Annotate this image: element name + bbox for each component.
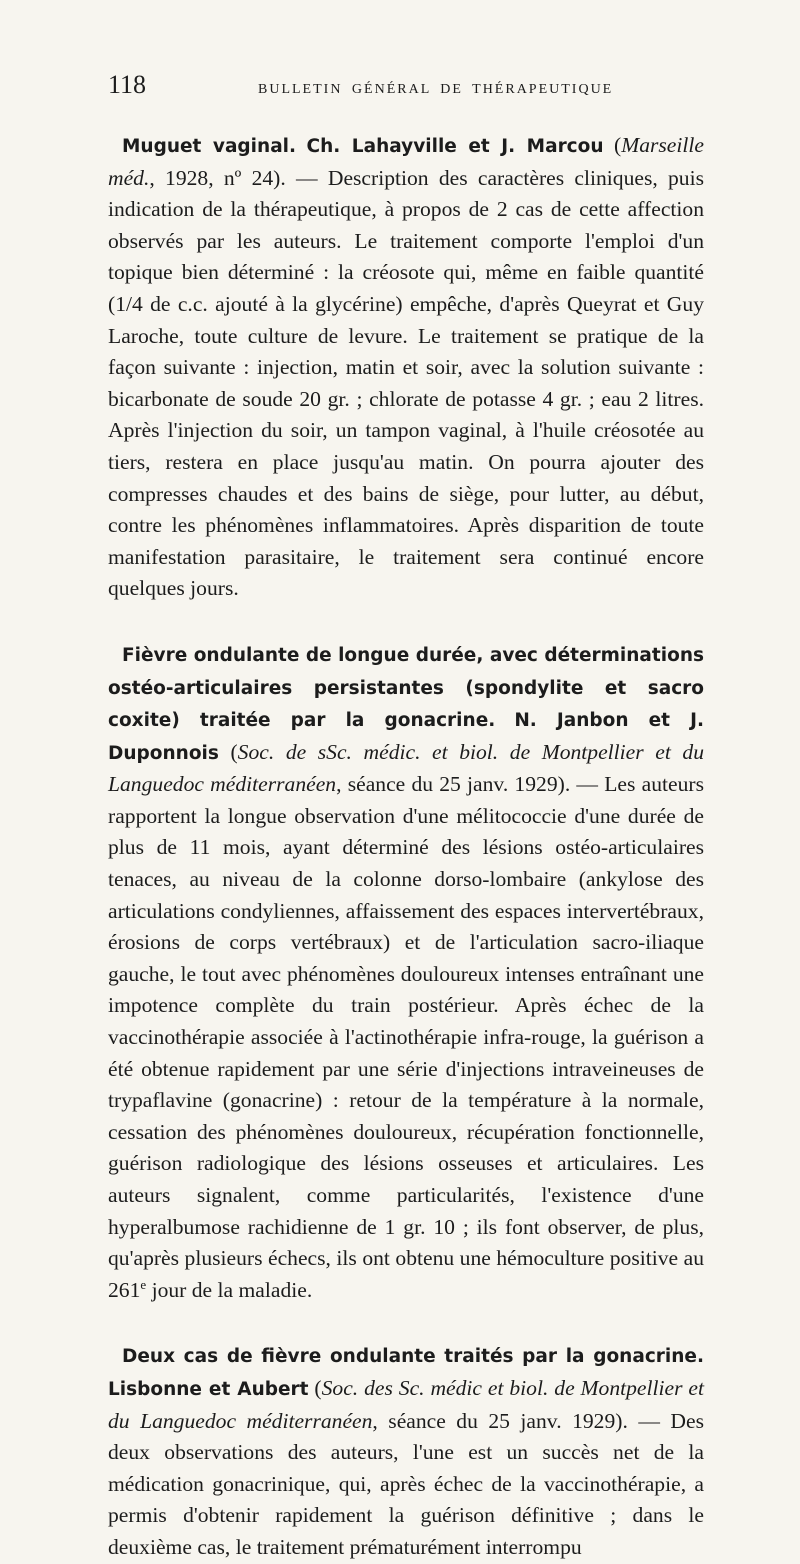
abstract-fievre-ondulante-longue-duree bbox=[108, 639, 704, 1306]
source-open: ( bbox=[314, 1375, 322, 1400]
running-header bbox=[108, 70, 704, 110]
article-citation: , séance du 25 janv. 1929). bbox=[336, 772, 571, 797]
journal-title: BULLETIN GÉNÉRAL DE THÉRAPEUTIQUE bbox=[258, 82, 614, 97]
article-body-end: jour de la maladie. bbox=[146, 1277, 313, 1302]
article-citation: , séance du 25 janv. 1929). bbox=[372, 1408, 628, 1433]
article-source: Soc. des Sc. médic et biol. de Montpellier et du Languedoc méditerranéen bbox=[108, 1375, 704, 1433]
article-source: Soc. de sSc. médic. et biol. de Montpellier et du Languedoc méditerranéen bbox=[108, 739, 704, 797]
abstract-muguet-vaginal bbox=[108, 130, 704, 605]
source-open: ( bbox=[614, 133, 622, 157]
page-number: 118 bbox=[108, 70, 147, 99]
article-authors: Ch. Lahayville et J. Marcou bbox=[306, 136, 604, 157]
article-title: Muguet vaginal. bbox=[122, 136, 297, 157]
source-open: ( bbox=[230, 739, 238, 764]
article-body: — Description des caractères cliniques, puis indication de la thérapeutique, à propos de 2 cas de cette affection observés par les auteurs. Le traitement comporte l'emploi d'un topique bien déterminé : la créosote qui, même en faible quantité (1/4 de c.c. ajouté à la glycérine) empêche, d'après Queyrat et Guy Laroche, toute culture de levure. Le traitement se pratique de la façon suivante : injection, matin et soir, avec la solution suivante : bicarbonate de soude 20 gr. ; chlorate de potasse 4 gr. ; eau 2 litres. Après l'injection du soir, un tampon vaginal, à l'huile créosotée au tiers, restera en place jusqu'au matin. On pourra ajouter des compresses chaudes et des bains de siège, pour lutter, au début, contre les phénomènes inflammatoires. Après disparition de toute manifestation parasitaire, le traitement sera continué encore quelques jours. bbox=[108, 165, 704, 601]
abstract-deux-cas-fievre-ondulante bbox=[108, 1340, 704, 1563]
abstract-paragraph bbox=[108, 1340, 704, 1563]
article-title: Fièvre ondulante de longue durée, avec déterminations ostéo-articulaires persistantes (spondylite et sacro coxite) traitée par la gonacrine. bbox=[108, 644, 704, 732]
article-body: — Les auteurs rapportent la longue observation d'une mélitococcie d'une durée de plus de 11 mois, ayant déterminé des lésions ostéo-articulaires tenaces, au niveau de la colonne dorso-lombaire (ankylose des articulations condyliennes, affaissement des espaces intervertébraux, érosions de corps vertébraux) et de l'articulation sacro-iliaque gauche, le tout avec phénomènes douloureux intenses entraînant une impotence complète du train postérieur. Après échec de la vaccinothérapie associée à l'actinothérapie infra-rouge, la guérison a été obtenue rapidement par une série d'injections intraveineuses de trypaflavine (gonacrine) : retour de la température à la normale, cessation des phénomènes douloureux, récupération fonctionnelle, guérison radiologique des lésions osseuses et articulaires. Les auteurs signalent, comme particularités, l'existence d'une hyperalbumose rachidienne de 1 gr. 10 ; ils font observer, de plus, qu'après plusieurs échecs, ils ont obtenu une hémoculture positive au bbox=[108, 772, 704, 1271]
article-authors: Lisbonne et Aubert bbox=[108, 1378, 309, 1400]
article-title: Deux cas de fièvre ondulante traités par la gonacrine. bbox=[122, 1346, 704, 1368]
article-body-superscript: e bbox=[140, 1276, 147, 1292]
article-source: Marseille méd. bbox=[108, 133, 704, 190]
article-authors: N. Janbon et J. Duponnois bbox=[108, 710, 704, 764]
abstract-paragraph bbox=[108, 130, 704, 605]
abstract-paragraph bbox=[108, 639, 704, 1306]
article-citation: , 1928, nº 24). bbox=[149, 165, 286, 190]
article-body-day-number: 261 bbox=[108, 1277, 141, 1302]
article-body: — Des deux observations des auteurs, l'une est un succès net de la médication gonacrinique, qui, après échec de la vaccinothérapie, a permis d'obtenir rapidement la guérison définitive ; dans le deuxième cas, le traitement prématurément interrompu bbox=[108, 1408, 704, 1559]
